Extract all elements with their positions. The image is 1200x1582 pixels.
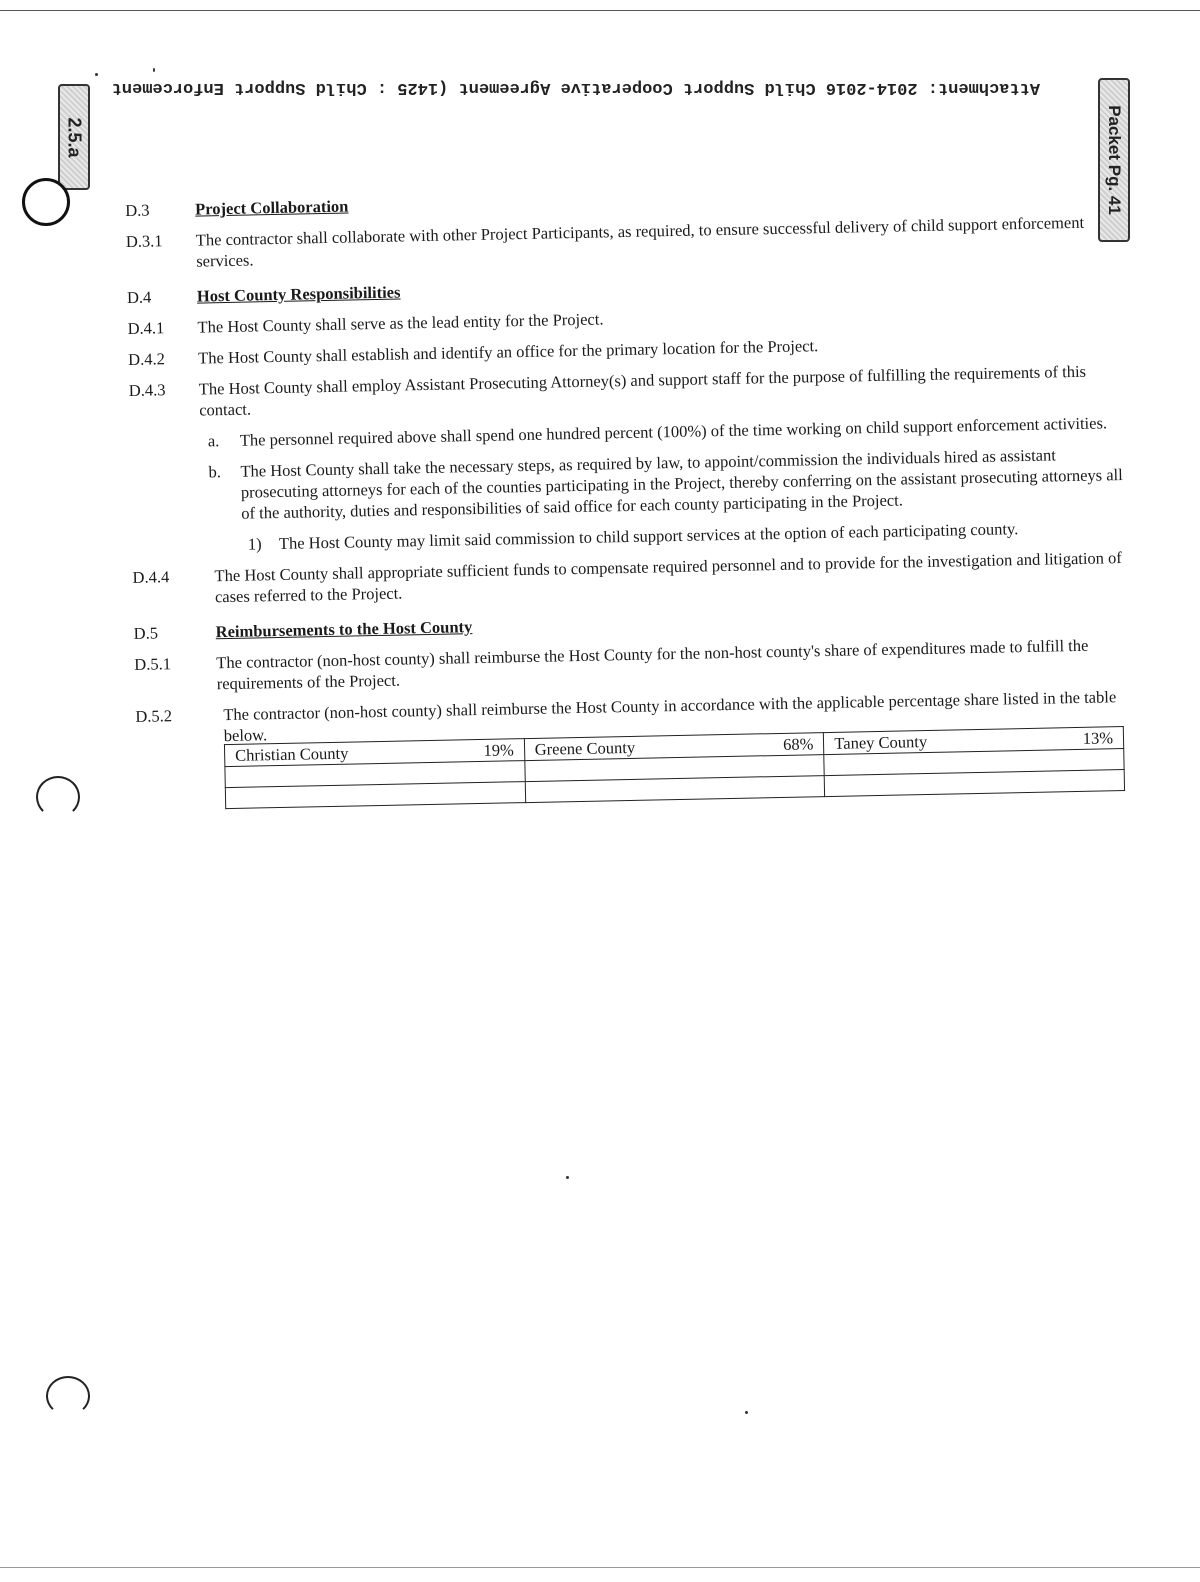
county-share: 68% bbox=[782, 734, 814, 754]
county-name: Greene County bbox=[534, 737, 636, 759]
section-number: D.4 bbox=[126, 287, 152, 307]
clause-number: D.4.1 bbox=[127, 318, 165, 338]
clause-number: D.4.3 bbox=[128, 380, 166, 400]
clause-d5-1 bbox=[134, 634, 1135, 696]
attachment-header: Attachment: 2014-2016 Child Support Cooperative Agreement (1425 : Child Support Enforcement bbox=[111, 78, 1040, 97]
scan-bottom-edge bbox=[0, 1567, 1200, 1568]
item-label: a. bbox=[207, 431, 220, 451]
clause-number: D.4.2 bbox=[128, 349, 166, 369]
scan-speck bbox=[153, 68, 155, 72]
clause-text: The contractor shall collaborate with other Project Participants, as required, to ensure successful delivery of child support enforcement services. bbox=[195, 212, 1085, 271]
section-title: Host County Responsibilities bbox=[196, 282, 401, 306]
section-title: Reimbursements to the Host County bbox=[215, 617, 473, 642]
packet-page-label: Packet Pg. 41 bbox=[1105, 105, 1124, 215]
county-name: Christian County bbox=[234, 743, 349, 765]
county-share: 19% bbox=[483, 740, 514, 760]
document-body bbox=[125, 180, 1137, 811]
clause-text: The Host County shall appropriate sufficient funds to compensate required personnel and to provide for the investigation and litigation of cases referred to the Project. bbox=[214, 548, 1123, 607]
clause-text: The contractor (non-host county) shall reimburse the Host County in accordance with the applicable percentage share listed in the table below. bbox=[223, 687, 1117, 746]
clause-number: D.5.2 bbox=[135, 706, 173, 726]
county-share: 13% bbox=[1082, 728, 1114, 748]
item-label: 1) bbox=[247, 534, 262, 554]
punch-hole bbox=[36, 776, 80, 818]
punch-hole bbox=[46, 1376, 90, 1416]
scan-speck bbox=[745, 1411, 748, 1414]
scan-speck bbox=[95, 73, 98, 76]
scan-speck bbox=[566, 1176, 569, 1179]
section-number: D.5 bbox=[133, 623, 159, 643]
clause-d4-4 bbox=[132, 547, 1133, 609]
section-badge bbox=[58, 84, 90, 190]
item-text: The personnel required above shall spend one hundred percent (100%) of the time working on child support enforcement activities. bbox=[239, 413, 1108, 450]
clause-text: The contractor (non-host county) shall reimburse the Host County for the non-host county's share of expenditures made to fulfill the requirements of the Project. bbox=[216, 635, 1089, 694]
punch-hole bbox=[22, 178, 70, 226]
clause-d4-3-b bbox=[130, 443, 1131, 526]
clause-text: The Host County shall employ Assistant Prosecuting Attorney(s) and support staff for the purpose of fulfilling the requirements of this contact. bbox=[198, 361, 1087, 420]
clause-text: The Host County shall establish and identify an office for the primary location for the Project. bbox=[197, 336, 819, 368]
clause-d3-1 bbox=[126, 211, 1127, 273]
section-number: D.3 bbox=[125, 200, 150, 220]
section-badge-label: 2.5.a bbox=[64, 116, 85, 158]
scan-top-edge bbox=[0, 10, 1200, 11]
clause-number: D.5.1 bbox=[134, 654, 172, 674]
item-text: The Host County shall take the necessary steps, as required by law, to appoint/commission the individuals hired as assistant prosecuting attorneys for each of the counties participating in the Project, thereby conferring on the assistant prosecuting attorneys all of the authority, duties and responsibilities of said office for each county participating in the Project. bbox=[240, 445, 1123, 523]
section-title: Project Collaboration bbox=[195, 196, 349, 219]
clause-number: D.4.4 bbox=[132, 567, 170, 587]
clause-number: D.3.1 bbox=[125, 231, 163, 251]
clause-d4-3 bbox=[129, 360, 1130, 422]
clause-text: The Host County shall serve as the lead entity for the Project. bbox=[197, 309, 604, 337]
item-label: b. bbox=[208, 462, 222, 482]
county-name: Taney County bbox=[834, 732, 928, 753]
item-text: The Host County may limit said commission to child support services at the option of each participating county. bbox=[278, 519, 1019, 553]
